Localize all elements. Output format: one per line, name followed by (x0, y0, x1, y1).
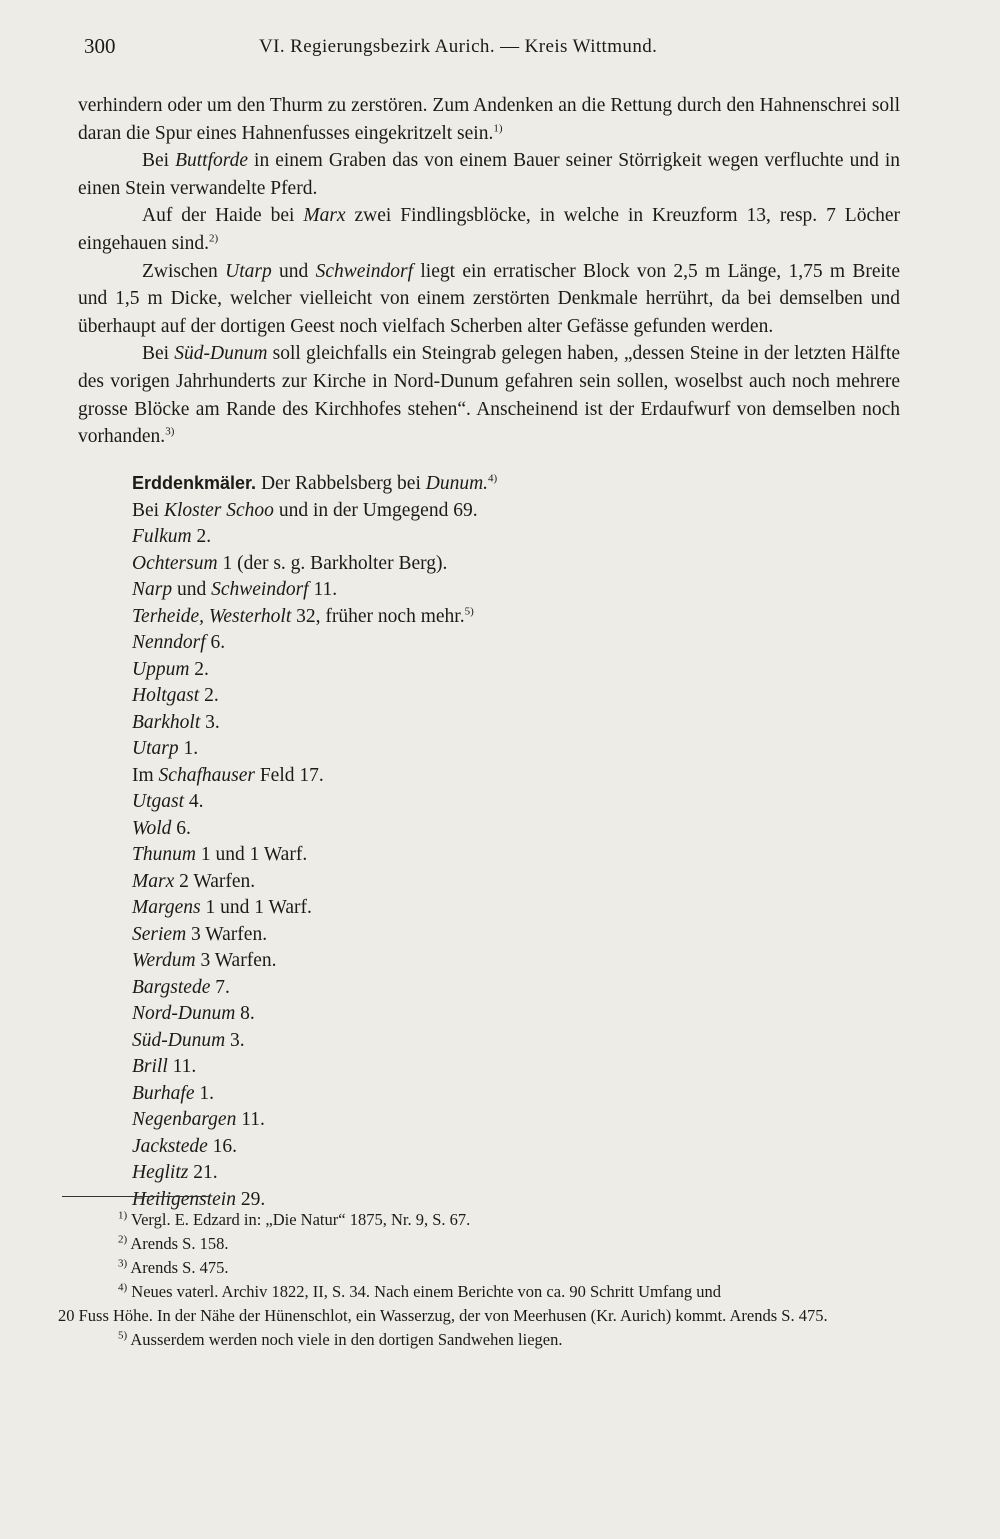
section-heading: Erddenkmäler. (132, 473, 257, 493)
page-number: 300 (84, 34, 116, 58)
place-name: Ochtersum (132, 552, 218, 574)
page-header (84, 34, 904, 64)
place-name: Schweindorf (211, 579, 309, 600)
body-text (78, 92, 900, 451)
place-name: Utarp (225, 260, 272, 282)
list-item: Barkholt 3. (132, 711, 220, 733)
paragraph: Auf der Haide bei Marx zwei Findlingsblöcke, in welche in Kreuzform 13, resp. 7 Löcher eingehauen sind.$^{2)}$ (78, 205, 900, 254)
place-name: Süd-Dunum (132, 1029, 226, 1051)
list-item: Bei Kloster Schoo und in der Umgegend 69. (132, 499, 478, 521)
site-list (132, 524, 832, 1213)
footnote: $^{1)}$ Vergl. E. Edzard in: „Die Natur“ 1875, Nr. 9, S. 67. (118, 1209, 471, 1229)
paragraph: Bei Süd-Dunum soll gleichfalls ein Steingrab gelegen haben, „dessen Steine in der letzten Hälfte des vorigen Jahrhunderts zur Kirche in Nord-Dunum gefahren sein sollen, woselbst auch noch mehrere grosse Blöcke am Rande des Kirchhofes stehen“. Anscheinend ist der Erdaufwurf von demselben noch vorhanden.$^{3)}$ (78, 343, 900, 448)
list-item: Nenndorf 6. (132, 632, 226, 653)
place-name: Schweindorf (315, 260, 414, 282)
place-name: Jackstede (132, 1135, 208, 1157)
place-name: Utgast (132, 791, 185, 812)
place-name: Thunum (132, 844, 196, 865)
place-name: Narp (132, 579, 173, 600)
place-name: Barkholt (132, 711, 201, 733)
place-name: Wold (132, 817, 172, 839)
place-name: Marx (303, 205, 346, 227)
place-name: Seriem (132, 923, 187, 945)
running-head: VI. Regierungsbezirk Aurich. — Kreis Wittmund. (259, 36, 658, 57)
list-item: Wold 6. (132, 817, 191, 839)
place-name: Fulkum (132, 526, 192, 547)
paragraph: Zwischen Utarp und Schweindorf liegt ein erratischer Block von 2,5 m Länge, 1,75 m Breite und 1,5 m Dicke, welcher vielleicht von einem zerstörten Denkmale herrührt, da bei demselben und überhaupt auf der dortigen Geest noch vielfach Scherben alter Gefässe gefunden werden. (78, 260, 901, 337)
list-item: Seriem 3 Warfen. (132, 923, 268, 945)
list-item: Werdum 3 Warfen. (132, 950, 277, 971)
list-item: Fulkum 2. (132, 526, 212, 547)
erddenkmaeler-section (132, 470, 832, 1213)
list-item: Holtgast 2. (132, 685, 219, 706)
place-name: Brill (132, 1056, 168, 1077)
place-name: Terheide, Westerholt (132, 605, 292, 627)
footnote: $^{5)}$ Ausserdem werden noch viele in den dortigen Sandwehen liegen. (118, 1329, 563, 1349)
place-name: Nord-Dunum (132, 1003, 236, 1024)
place-name: Margens (132, 897, 201, 918)
list-item: Heiligenstein 29. (132, 1188, 266, 1210)
list-item: Brill 11. (132, 1056, 197, 1077)
list-item: Marx 2 Warfen. (132, 870, 256, 892)
place-name: Kloster Schoo (163, 499, 274, 521)
place-name: Süd-Dunum (174, 343, 268, 365)
place-name: Burhafe (132, 1082, 195, 1104)
place-name: Marx (132, 870, 175, 892)
list-item: Narp und Schweindorf 11. (132, 579, 338, 600)
list-item: Negenbargen 11. (132, 1109, 265, 1130)
list-item: Jackstede 16. (132, 1135, 238, 1157)
footnote-continuation: 20 Fuss Höhe. In der Nähe der Hünenschlot, ein Wasserzug, der von Meerhusen (Kr. Aurich) kommt. Arends S. 475. (58, 1306, 828, 1325)
list-item: Nord-Dunum 8. (132, 1003, 255, 1024)
place-name: Schafhauser (158, 764, 255, 786)
list-item: Heglitz 21. (132, 1162, 218, 1183)
place-name: Heiligenstein (132, 1188, 236, 1210)
list-item: Terheide, Westerholt 32, früher noch mehr.$^{5)}$ (132, 605, 474, 627)
list-item: Utgast 4. (132, 791, 204, 812)
footnote-ref: 4) (488, 472, 498, 485)
place-name: Negenbargen (132, 1109, 237, 1130)
list-item: Im Schafhauser Feld 17. (132, 764, 324, 786)
paragraph: verhindern oder um den Thurm zu zerstören. Zum Andenken an die Rettung durch den Hahnenschrei soll daran die Spur eines Hahnenfusses eingekritzelt sein.$^{1)}$ (78, 95, 900, 144)
section-first-line: Erddenkmäler. Der Rabbelsberg bei Dunum.$^{4)}$ (132, 472, 498, 494)
place-name: Utarp (132, 738, 179, 759)
place-name: Werdum (132, 950, 196, 971)
place-name: Holtgast (132, 685, 200, 706)
paragraph: Bei Buttforde in einem Graben das von einem Bauer seiner Störrigkeit wegen verfluchte und in einen Stein verwandelte Pferd. (78, 150, 900, 199)
list-item: Thunum 1 und 1 Warf. (132, 844, 308, 865)
footnotes (58, 1208, 888, 1352)
footnote-ref: 1) (493, 122, 503, 135)
footnote: $^{3)}$ Arends S. 475. (118, 1257, 229, 1277)
list-item: Uppum 2. (132, 658, 209, 680)
list-item: Burhafe 1. (132, 1082, 214, 1104)
place-name: Bargstede (132, 976, 211, 998)
list-item: Bargstede 7. (132, 976, 230, 998)
footnote: $^{2)}$ Arends S. 158. (118, 1233, 229, 1253)
footnote: $^{4)}$ Neues vaterl. Archiv 1822, II, S. 34. Nach einem Berichte von ca. 90 Schritt Umfang und (118, 1281, 722, 1301)
list-item: Süd-Dunum 3. (132, 1029, 245, 1051)
footnote-ref: 5) (464, 605, 474, 617)
list-item: Ochtersum 1 (der s. g. Barkholter Berg). (132, 552, 448, 574)
place-name: Uppum (132, 658, 190, 680)
place-name: Nenndorf (132, 632, 206, 653)
list-item: Utarp 1. (132, 738, 199, 759)
list-item: Margens 1 und 1 Warf. (132, 897, 312, 918)
place-name: Buttforde (175, 150, 249, 172)
place-name: Heglitz (132, 1162, 189, 1183)
place-name: Dunum. (425, 473, 489, 494)
footnote-ref: 3) (165, 425, 175, 438)
footnote-divider (62, 1196, 210, 1197)
footnote-ref: 2) (209, 232, 219, 245)
